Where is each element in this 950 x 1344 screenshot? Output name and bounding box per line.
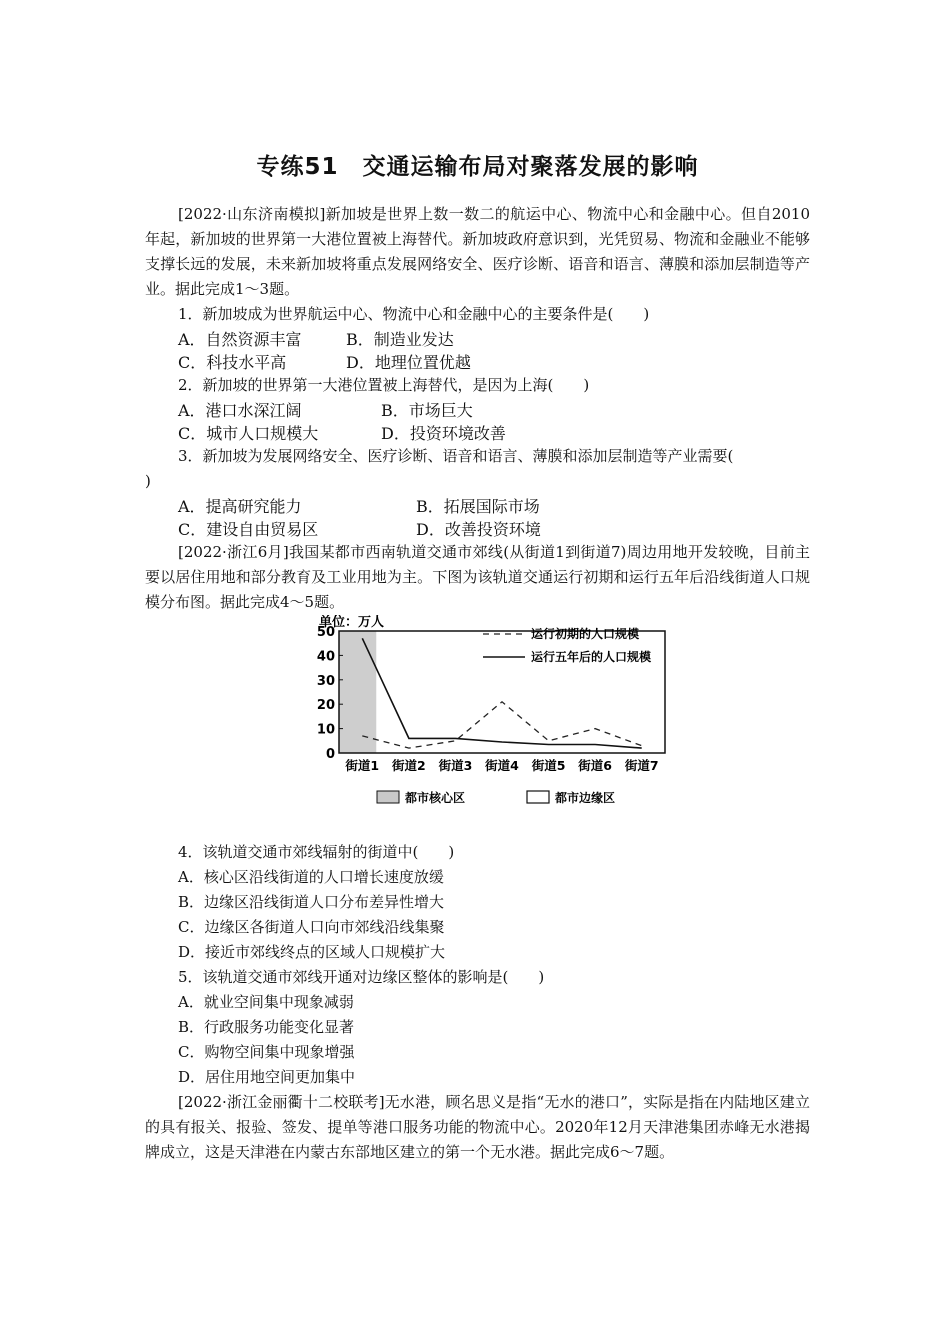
y-tick-label: 20 [317, 698, 335, 714]
y-tick-label: 40 [317, 649, 335, 665]
population-line-chart [317, 615, 667, 820]
option-a: A．就业空间集中现象减弱 [178, 993, 354, 1011]
x-tick-label: 街道1 [345, 758, 380, 773]
question-4-stem: 4．该轨道交通市郊线辐射的街道中( ) [178, 843, 455, 861]
x-tick-label: 街道3 [438, 758, 473, 773]
option-c: C．购物空间集中现象增强 [178, 1043, 355, 1061]
y-tick-label: 50 [317, 625, 335, 640]
question-5-stem: 5．该轨道交通市郊线开通对边缘区整体的影响是( ) [178, 968, 545, 986]
y-axis-unit-label: 单位：万人 [319, 615, 385, 630]
option-c: C．边缘区各街道人口向市郊线沿线集聚 [178, 918, 445, 936]
y-tick-label: 0 [325, 747, 335, 762]
y-tick-label: 30 [317, 673, 335, 689]
option-c: C．建设自由贸易区 [178, 520, 319, 539]
question-3-options-row-2 [145, 517, 810, 540]
option-d: D．接近市郊线终点的区域人口规模扩大 [178, 943, 446, 961]
intro-passage-3: [2022·浙江金丽衢十二校联考]无水港，顾名思义是指“无水的港口”，实际是指在内陆地区建立的具有报关、报验、签发、提单等港口服务功能的物流中心。2020年12月天津港集团赤峰无水港揭牌成立，这是天津港在内蒙古东部地区建立的第一个无水港。据此完成6～7题。 [145, 1093, 810, 1161]
core-zone-shading [339, 631, 376, 753]
question-2-options-row-1 [145, 398, 810, 421]
population-chart [317, 615, 667, 820]
question-1-stem: 1．新加坡成为世界航运中心、物流中心和金融中心的主要条件是( ) [178, 305, 650, 323]
document-page [145, 150, 810, 1165]
option-d: D．投资环境改善 [381, 424, 506, 443]
option-d: D．地理位置优越 [346, 353, 471, 372]
legend-label-initial: 运行初期的人口规模 [531, 627, 640, 641]
page-title: 专练51 交通运输布局对聚落发展的影响 [256, 154, 699, 180]
option-a: A．提高研究能力 [178, 497, 302, 516]
question-1-options-row-2 [145, 350, 810, 373]
legend-label-edge: 都市边缘区 [555, 791, 616, 805]
option-d: D．改善投资环境 [416, 520, 541, 539]
legend-label-five-years: 运行五年后的人口规模 [531, 650, 652, 664]
x-tick-label: 街道6 [578, 758, 612, 773]
option-a: A．自然资源丰富 [178, 330, 302, 349]
x-tick-label: 街道4 [485, 758, 519, 773]
option-c: C．城市人口规模大 [178, 424, 319, 443]
x-tick-label: 街道2 [392, 758, 426, 773]
question-3-stem-continued: ) [145, 472, 151, 490]
option-d: D．居住用地空间更加集中 [178, 1068, 356, 1086]
question-3-stem: 3．新加坡为发展网络安全、医疗诊断、语音和语言、薄膜和添加层制造等产业需要( [178, 447, 734, 465]
intro-passage-2: [2022·浙江6月]我国某都市西南轨道交通市郊线(从街道1到街道7)周边用地开发较晚，目前主要以居住用地和部分教育及工业用地为主。下图为该轨道交通运行初期和运行五年后沿线街道人口规模分布图。据此完成4～5题。 [145, 543, 810, 611]
question-2-options-row-2 [145, 421, 810, 444]
option-b: B．市场巨大 [381, 401, 473, 420]
x-tick-label: 街道5 [531, 758, 566, 773]
question-3-options-row-1 [145, 494, 810, 517]
question-2-stem: 2．新加坡的世界第一大港位置被上海替代，是因为上海( ) [178, 376, 590, 394]
intro-passage-1: [2022·山东济南模拟]新加坡是世界上数一数二的航运中心、物流中心和金融中心。但自2010年起，新加坡的世界第一大港位置被上海替代。新加坡政府意识到，光凭贸易、物流和金融业不能够支撑长远的发展，未来新加坡将重点发展网络安全、医疗诊断、语音和语言、薄膜和添加层制造等产业。据此完成1～3题。 [145, 205, 810, 298]
series-line-initial [362, 702, 641, 748]
legend-swatch-core [377, 791, 399, 803]
option-b: B．边缘区沿线街道人口分布差异性增大 [178, 893, 445, 911]
question-1-options-row-1 [145, 327, 810, 350]
legend-label-core: 都市核心区 [405, 791, 466, 805]
y-tick-label: 10 [317, 722, 335, 738]
option-a: A．核心区沿线街道的人口增长速度放缓 [178, 868, 444, 886]
legend-swatch-edge [527, 791, 549, 803]
option-a: A．港口水深江阔 [178, 401, 302, 420]
option-b: B．行政服务功能变化显著 [178, 1018, 355, 1036]
x-tick-label: 街道7 [624, 758, 659, 773]
option-b: B．制造业发达 [346, 330, 454, 349]
option-b: B．拓展国际市场 [416, 497, 540, 516]
zone-legend [377, 790, 615, 805]
option-c: C．科技水平高 [178, 353, 287, 372]
